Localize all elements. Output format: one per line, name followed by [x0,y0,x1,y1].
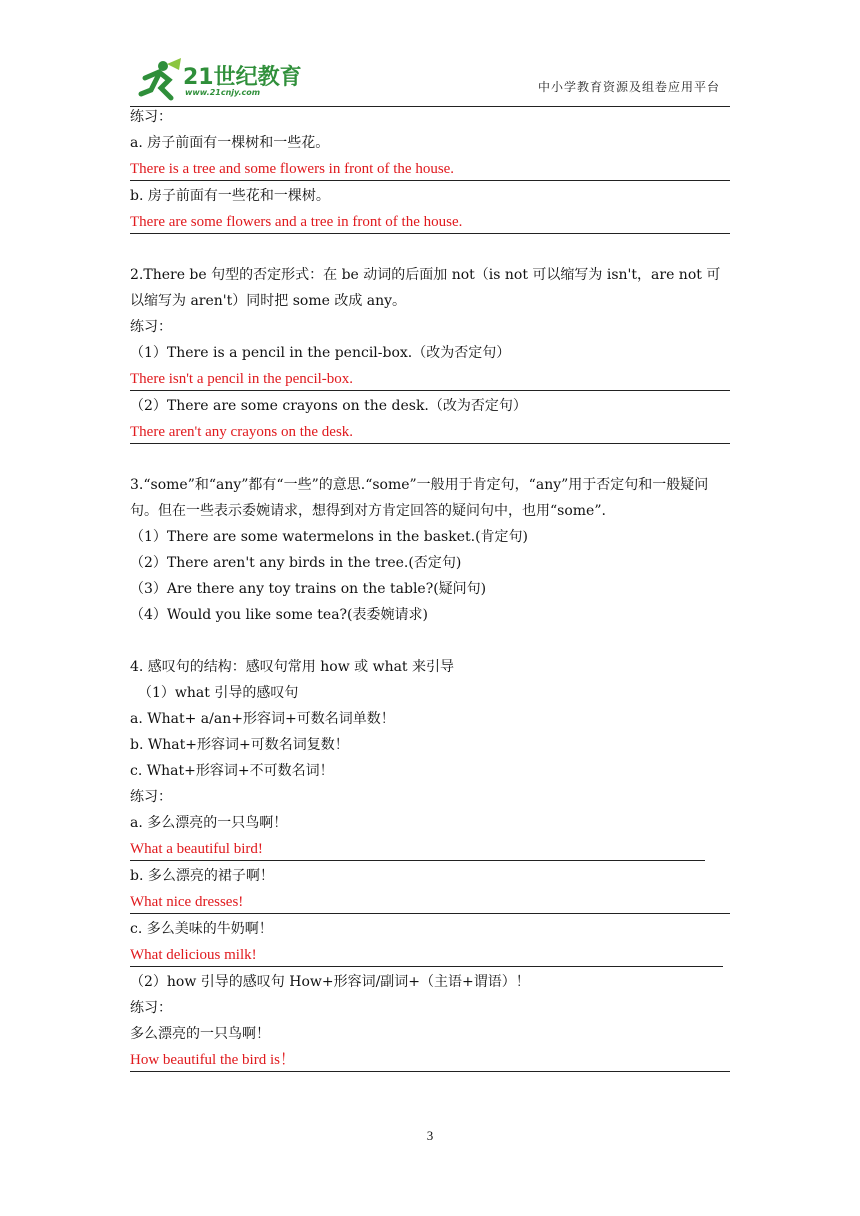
exercise-a: a. 房子前面有一棵树和一些花。 [130,135,330,151]
answer-a: What a beautiful bird! [130,836,705,861]
page-number: 3 [426,1128,434,1143]
exercise-b: b. 多么漂亮的裙子啊！ [130,868,274,884]
answer-c: What delicious milk! [130,942,723,967]
answer-1: There isn't a pencil in the pencil-box. [130,366,730,391]
practice-label: 练习： [130,789,172,805]
structure-a: a. What+ a/an+形容词+可数名词单数！ [130,711,395,727]
practice-label: 练习： [130,1000,172,1016]
section-4-title: 4. 感叹句的结构：感叹句常用 how 或 what 来引导 [130,659,455,675]
logo [135,58,305,104]
answer-b: There are some flowers and a tree in front of the house. [130,209,730,234]
subsection-how: （2）how 引导的感叹句 How+形容词/副词+（主语+谓语）！ [130,974,530,990]
exercise-how: 多么漂亮的一只鸟啊！ [130,1026,270,1042]
logo-text: 21世纪教育 [183,65,302,90]
answer-b: What nice dresses! [130,889,730,914]
answer-2: There aren't any crayons on the desk. [130,419,730,444]
structure-c: c. What+形容词+不可数名词！ [130,763,334,779]
logo-url: www.21cnjy.com [185,88,261,97]
answer-a: There is a tree and some flowers in front of the house. [130,156,730,181]
practice-label: 练习： [130,319,172,335]
exercise-2: （2）There are some crayons on the desk.（改为否定句） [130,398,527,414]
runner-icon [135,58,183,102]
answer-how: How beautiful the bird is！ [130,1047,730,1072]
platform-name: 中小学教育资源及组卷应用平台 [537,80,720,94]
structure-b: b. What+形容词+可数名词复数！ [130,737,349,753]
document-body [130,104,730,1074]
section-2-rule: 2.There be 句型的否定形式：在 be 动词的后面加 not（is not 可以缩写为 isn't，are not 可以缩写为 aren't）同时把 some 改成 any。 [130,267,721,309]
example-3: （3）Are there any toy trains on the table?(疑问句) [130,581,487,597]
exercise-b: b. 房子前面有一些花和一棵树。 [130,188,330,204]
example-1: （1）There are some watermelons in the basket.(肯定句) [130,529,529,545]
section-3-rule: 3.“some”和“any”都有“一些”的意思.“some”一般用于肯定句，“any”用于否定句和一般疑问句。但在一些表示委婉请求，想得到对方肯定回答的疑问句中，也用“some”. [130,477,709,519]
practice-label: 练习： [130,109,172,125]
subsection-what: （1）what 引导的感叹句 [138,685,299,701]
exercise-a: a. 多么漂亮的一只鸟啊！ [130,815,288,831]
example-2: （2）There aren't any birds in the tree.(否定句) [130,555,462,571]
exercise-1: （1）There is a pencil in the pencil-box.（改为否定句） [130,345,511,361]
example-4: （4）Would you like some tea?(表委婉请求) [130,607,428,623]
page-header [130,58,730,107]
exercise-c: c. 多么美味的牛奶啊！ [130,921,273,937]
